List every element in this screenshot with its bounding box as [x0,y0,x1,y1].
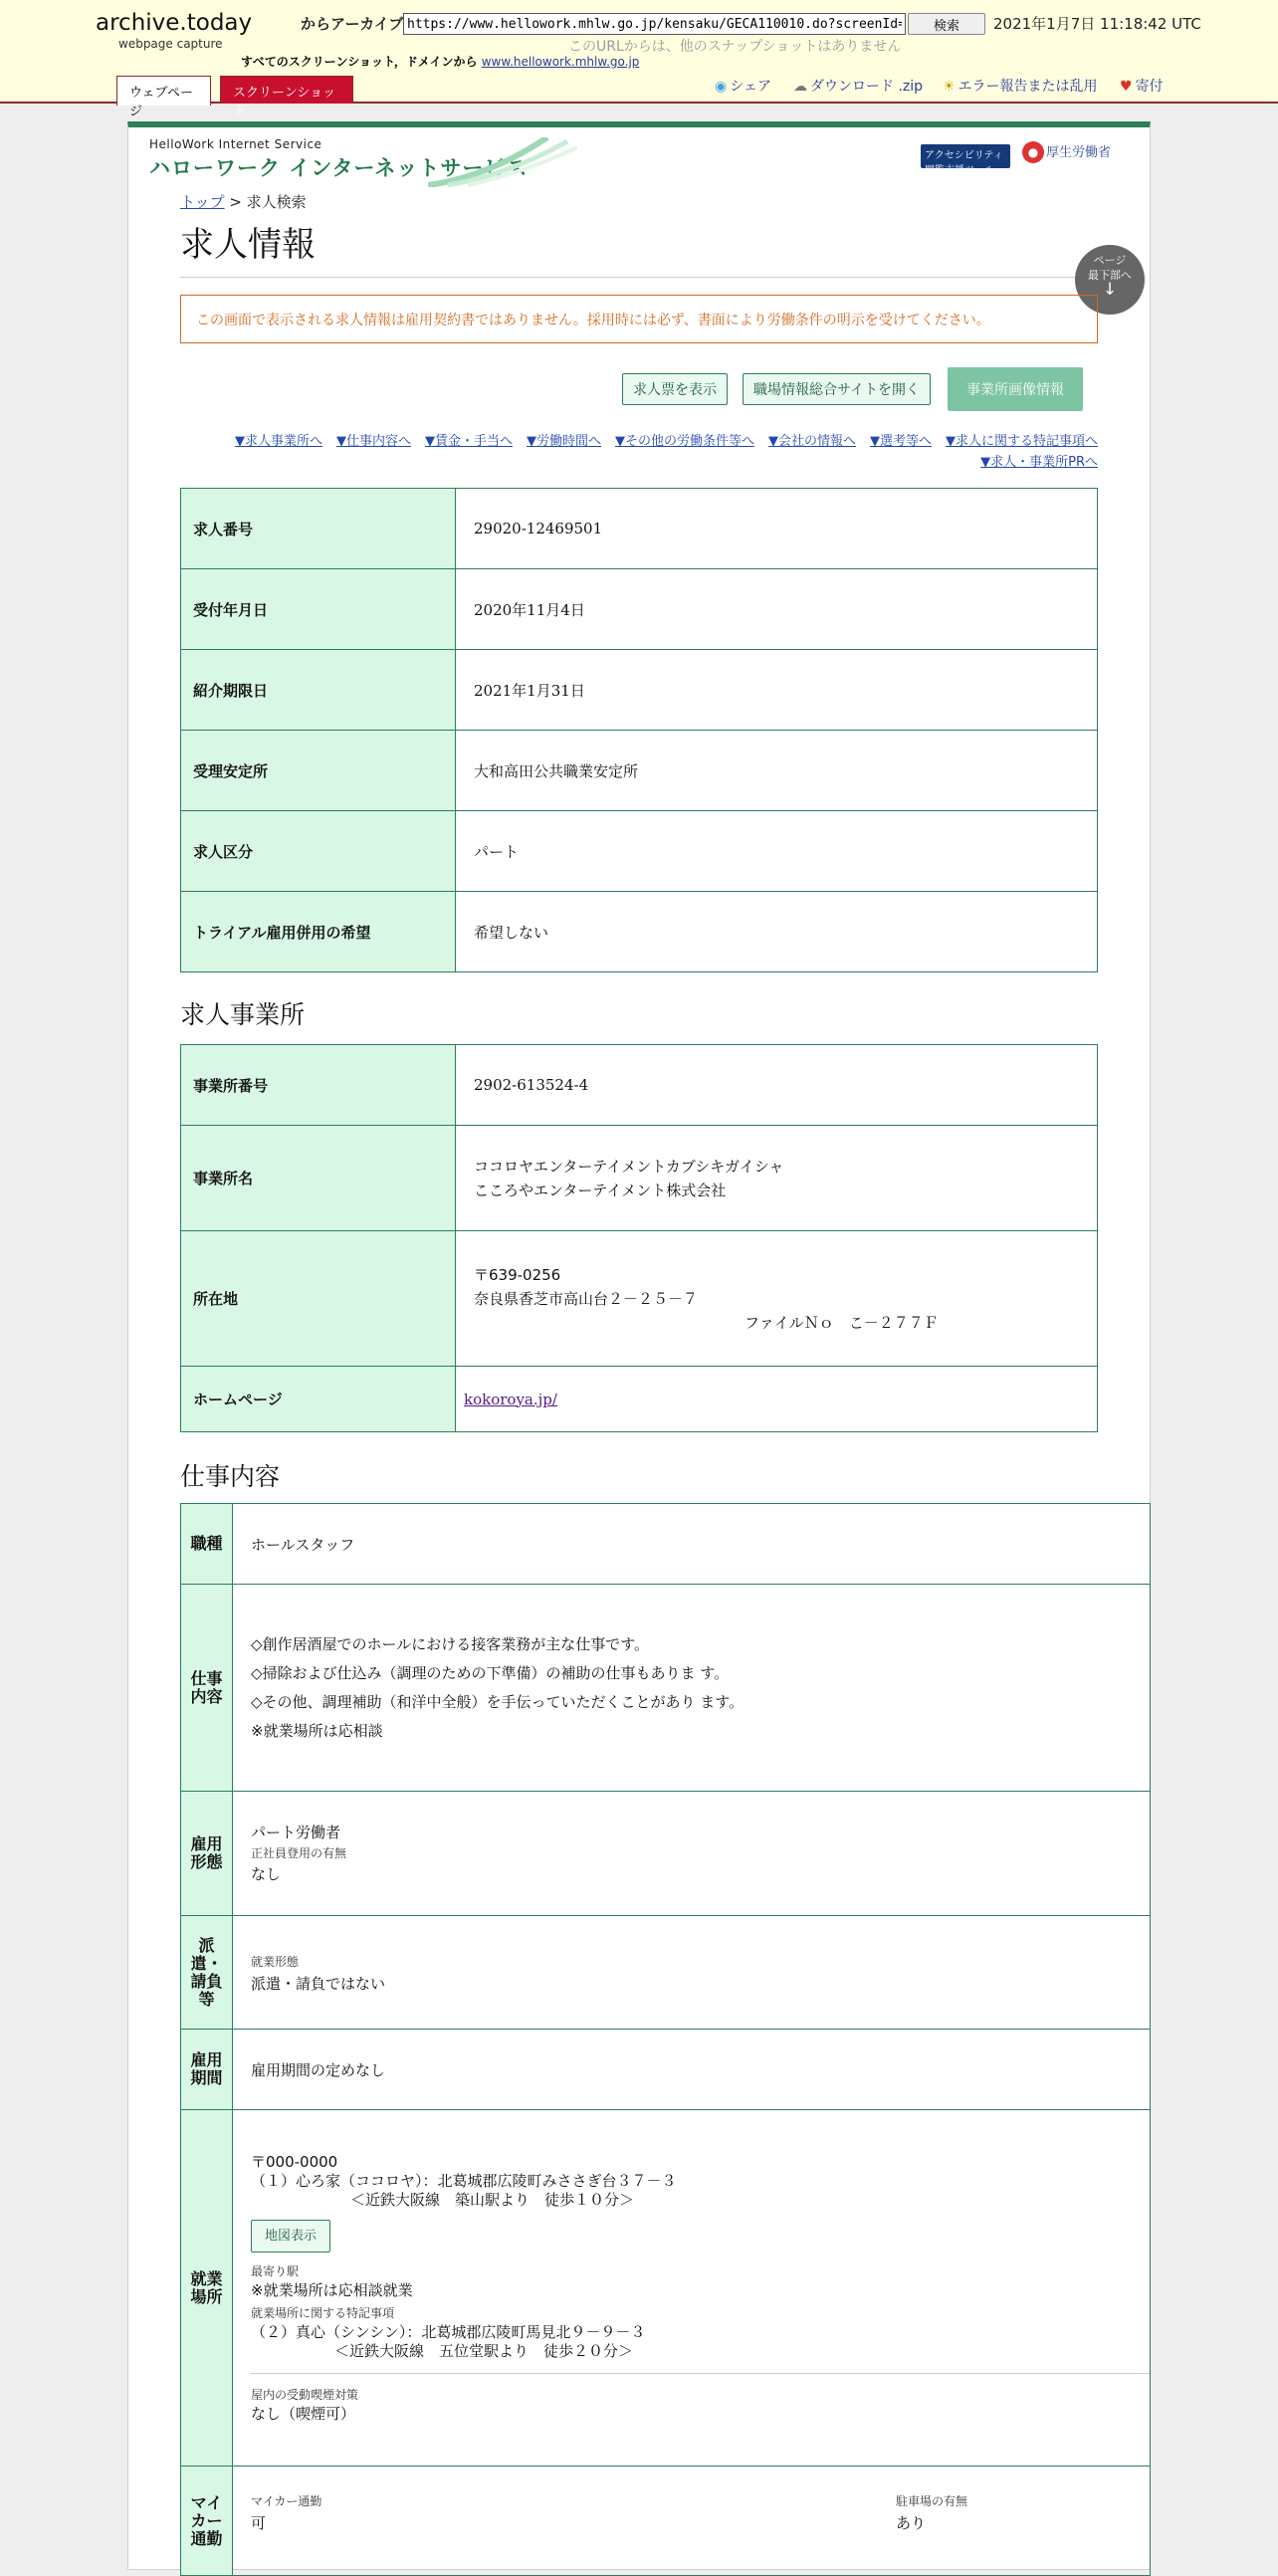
archive-header [0,0,1278,119]
share-icon: ◉ [715,79,728,95]
title-divider [180,277,1096,278]
job-number-value: 29020-12469501 [456,489,1098,569]
work-place-2-access: ＜近鉄大阪線 五位堂駅より 徒歩２０分＞ [334,2341,634,2360]
table-row [181,892,1098,972]
regular-option-label: 正社員登用の有無 [251,1845,347,1860]
anchor-pr[interactable]: ▼求人・事業所PRへ [980,455,1098,470]
logo-swoosh-icon [428,137,577,187]
employment-period-value: 雇用期間の定めなし [233,2030,1151,2110]
referral-deadline-value: 2021年1月31日 [456,650,1098,731]
report-link[interactable]: ☀ エラー報告または乱用 [943,79,1098,95]
trial-employment-label: トライアル雇用併用の希望 [181,892,456,972]
employment-type-label: 雇用形態 [181,1792,233,1916]
office-images-button[interactable]: 事業所画像情報 [948,367,1083,411]
table-row [181,1231,1098,1367]
received-date-label: 受付年月日 [181,569,456,650]
office-table [180,1044,1098,1432]
table-row [181,2467,1151,2576]
table-row [181,731,1098,811]
job-section-heading: 仕事内容 [180,1462,281,1491]
referral-deadline-label: 紹介期限日 [181,650,456,731]
nearest-station-value: ※就業場所は応相談就業 [251,2280,413,2299]
dispatch-form-value: 派遣・請負ではない [251,1974,386,1993]
archive-url-input[interactable] [403,13,906,35]
archive-no-snapshot-note: このURLからは、他のスナップショットはありません [568,39,902,55]
office-address: 奈良県香芝市高山台２－２５－７ [474,1289,699,1308]
parking-label: 駐車場の有無 [896,2494,968,2508]
homepage-label: ホームページ [181,1367,456,1432]
parking-value: あり [896,2514,927,2532]
work-place-2: （２）真心（シンシン）：北葛城郡広陵町馬見北９－９－３ [251,2322,646,2341]
table-row [181,1792,1151,1916]
breadcrumb-current: > 求人検索 [229,193,307,211]
map-display-button[interactable]: 地図表示 [251,2220,330,2253]
homepage-link[interactable]: kokoroya.jp/ [464,1390,557,1408]
received-date-value: 2020年11月4日 [456,569,1098,650]
page-title: 求人情報 [180,225,316,265]
work-place-label: 就業場所 [181,2110,233,2467]
show-job-ticket-button[interactable]: 求人票を表示 [622,373,728,405]
table-row [181,489,1098,569]
archive-datetime: 2021年1月7日 11:18:42 UTC [993,15,1201,33]
cloud-download-icon: ☁ [793,79,807,95]
mhlw-logo-icon: ● [1022,141,1044,163]
archive-search-button[interactable]: 検索 [908,13,985,35]
table-row [181,811,1098,892]
office-file-no: ファイルＮｏ こ－２７７Ｆ [745,1313,939,1332]
car-commute-label: マイカー通勤 [251,2494,322,2508]
table-row [181,1126,1098,1231]
archive-from-label: からアーカイブ [301,15,404,33]
archive-logo[interactable]: archive.today [96,10,253,36]
download-link[interactable]: ☁ ダウンロード .zip [793,79,924,95]
table-row [181,1367,1098,1432]
anchor-other-conditions[interactable]: ▼その他の労働条件等へ [615,434,754,449]
occupation-label: 職種 [181,1504,233,1585]
smoking-label: 屋内の受動喫煙対策 [251,2387,359,2402]
hellowork-page [127,121,1151,2570]
smoking-value: なし（喫煙可） [251,2404,356,2423]
anchor-office[interactable]: ▼求人事業所へ [235,434,322,449]
receiving-office-label: 受理安定所 [181,731,456,811]
car-commute-section-label: マイカー通勤 [181,2467,233,2576]
sun-icon: ☀ [943,79,956,95]
accessibility-badge[interactable]: アクセシビリティ閲覧支援ツール [921,144,1010,168]
open-workplace-site-button[interactable]: 職場情報総合サイトを開く [743,373,931,405]
anchor-wage[interactable]: ▼賃金・手当へ [425,434,513,449]
dispatch-label: 派遣・請負等 [181,1916,233,2030]
all-snaps-domain-link[interactable]: www.hellowork.mhlw.go.jp [481,55,640,69]
basic-info-table [180,488,1098,972]
office-address-label: 所在地 [181,1231,456,1367]
trial-employment-value: 希望しない [456,892,1098,972]
archive-all-snapshots [241,53,639,70]
scroll-to-bottom-button[interactable]: ページ 最下部へ ↓ [1075,245,1145,315]
logo-line2: ハローワーク インターネットサービス [149,156,529,180]
table-row [181,1916,1151,2030]
employment-type-value: パート労働者 [251,1823,341,1841]
place-notes-label: 就業場所に関する特記事項 [251,2305,395,2320]
job-number-label: 求人番号 [181,489,456,569]
work-place-postal: 〒000-0000 [251,2152,338,2171]
anchor-job[interactable]: ▼仕事内容へ [336,434,411,449]
table-row [181,2030,1151,2110]
work-place-1-access: ＜近鉄大阪線 築山駅より 徒歩１０分＞ [350,2190,635,2209]
job-table [180,1503,1151,2576]
tab-webpage[interactable]: ウェブページ [116,76,211,106]
office-name-kana: ココロヤエンターテイメントカブシキガイシャ [474,1157,784,1176]
anchor-hours[interactable]: ▼労働時間へ [527,434,601,449]
table-row [181,650,1098,731]
share-link[interactable]: ◉ シェア [715,79,771,95]
job-category-label: 求人区分 [181,811,456,892]
office-number-value: 2902-613524-4 [456,1045,1098,1126]
office-postal: 〒639-0256 [474,1265,561,1284]
employment-period-label: 雇用期間 [181,2030,233,2110]
regular-option-value: なし [251,1864,282,1883]
office-name: こころやエンターテイメント株式会社 [474,1181,727,1199]
job-description: ◇創作居酒屋でのホールにおける接客業務が主な仕事です。 ◇掃除および仕込み（調理のための下準備）の補助の仕事もありま す。 ◇その他、調理補助（和洋中全般）を手伝っていただくことがあり ます。 ※就業場所は応相談 [251,1634,745,1740]
dispatch-form-label: 就業形態 [251,1954,300,1969]
breadcrumb-top-link[interactable]: トップ [180,193,225,211]
office-number-label: 事業所番号 [181,1045,456,1126]
anchor-notes[interactable]: ▼求人に関する特記事項へ [946,434,1098,449]
section-anchor-nav [180,431,1098,473]
table-row [181,1045,1098,1126]
anchor-company[interactable]: ▼会社の情報へ [768,434,856,449]
occupation-value: ホールスタッフ [233,1504,1151,1585]
table-row [181,2110,1151,2467]
donate-link[interactable]: ♥ 寄付 [1120,79,1164,95]
table-row [181,569,1098,650]
tab-screenshot[interactable]: スクリーンショット [220,76,353,104]
mhlw-badge[interactable]: ● 厚生労働省 [1022,141,1111,163]
job-description-label: 仕事内容 [181,1585,233,1792]
hellowork-logo[interactable] [149,137,577,185]
table-row [181,1504,1151,1585]
office-name-label: 事業所名 [181,1126,456,1231]
contract-notice: この画面で表示される求人情報は雇用契約書ではありません。採用時には必ず、書面により労働条件の明示を受けてください。 [180,295,1098,343]
heart-icon: ♥ [1120,79,1133,95]
breadcrumb [180,191,307,212]
anchor-selection[interactable]: ▼選考等へ [870,434,932,449]
table-row [181,1585,1151,1792]
arrow-down-icon: ↓ [1102,280,1118,300]
archive-logo-sub: webpage capture [118,37,223,51]
receiving-office-value: 大和高田公共職業安定所 [456,731,1098,811]
job-category-value: パート [456,811,1098,892]
all-snaps-label: すべてのスクリーンショット，ドメインから [241,55,478,69]
logo-line1: HelloWork Internet Service [149,137,322,151]
work-place-1: （１）心ろ家（ココロヤ）：北葛城郡広陵町みささぎ台３７－３ [251,2171,677,2190]
car-commute-value: 可 [251,2514,267,2532]
nearest-station-label: 最寄り駅 [251,2263,300,2278]
office-section-heading: 求人事業所 [180,1000,306,1029]
